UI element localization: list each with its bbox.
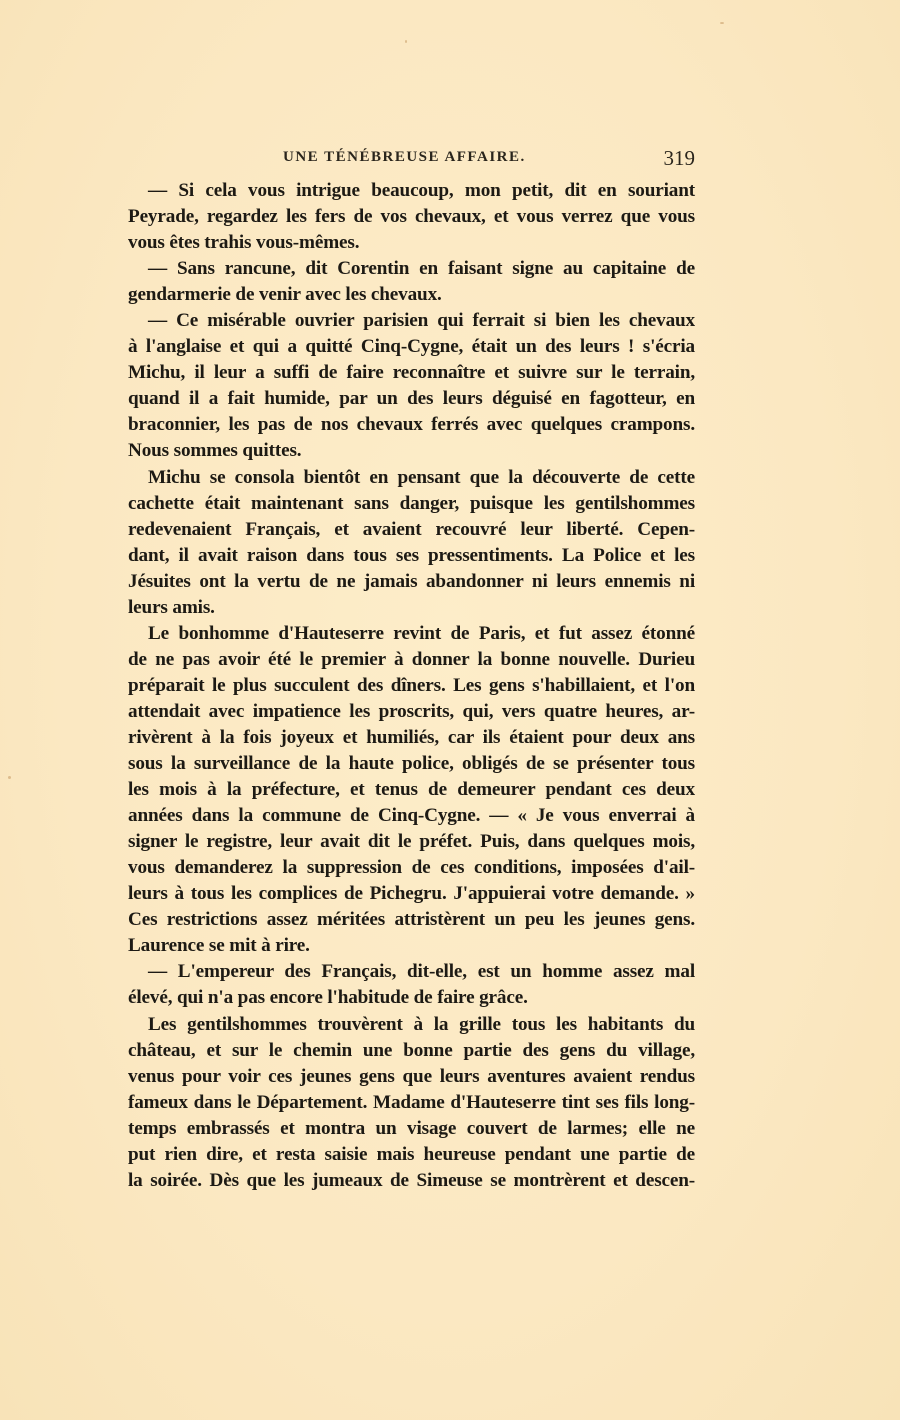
text-line: put rien dire, et resta saisie mais heureuse pendant une partie de (128, 1143, 695, 1165)
text-line: braconnier, les pas de nos chevaux ferrés avec quelques crampons. (128, 414, 695, 436)
page-number: 319 (663, 146, 695, 170)
text-line: leurs amis. (128, 596, 215, 618)
text-line: Le bonhomme d'Hauteserre revint de Paris, et fut assez étonné (148, 622, 695, 644)
text-line: — L'empereur des Français, dit-elle, est un homme assez mal (148, 961, 695, 983)
text-line: années dans la commune de Cinq-Cygne. — « Je vous enverrai à (128, 805, 695, 827)
text-line: Les gentilshommes trouvèrent à la grille tous les habitants du (148, 1013, 695, 1035)
text-line: signer le registre, leur avait dit le préfet. Puis, dans quelques mois, (128, 831, 695, 853)
text-line: fameux dans le Département. Madame d'Hauteserre tint ses fils long- (128, 1091, 695, 1113)
text-line: sous la surveillance de la haute police, obligés de se présenter tous (128, 753, 695, 775)
paper-speck (720, 22, 724, 24)
text-line: préparait le plus succulent des dîners. Les gens s'habillaient, et l'on (128, 674, 695, 696)
text-line: Michu se consola bientôt en pensant que la découverte de cette (148, 466, 695, 488)
text-line: élevé, qui n'a pas encore l'habitude de faire grâce. (128, 987, 528, 1009)
text-line: vous êtes trahis vous-mêmes. (128, 232, 360, 254)
text-line: à l'anglaise et qui a quitté Cinq-Cygne, était un des leurs ! s'écria (128, 336, 695, 358)
text-line: rivèrent à la fois joyeux et humiliés, car ils étaient pour deux ans (128, 726, 695, 748)
text-line: — Sans rancune, dit Corentin en faisant signe au capitaine de (148, 258, 695, 280)
text-line: Nous sommes quittes. (128, 440, 302, 462)
text-line: Michu, il leur a suffi de faire reconnaître et suivre sur le terrain, (128, 362, 695, 384)
text-line: temps embrassés et montra un visage couvert de larmes; elle ne (128, 1117, 695, 1139)
text-line: Jésuites ont la vertu de ne jamais abandonner ni leurs ennemis ni (128, 570, 695, 592)
body-text (128, 178, 695, 1194)
text-line: gendarmerie de venir avec les chevaux. (128, 284, 442, 306)
text-line: cachette était maintenant sans danger, puisque les gentilshommes (128, 492, 695, 514)
text-line: attendait avec impatience les proscrits, qui, vers quatre heures, ar- (128, 700, 695, 722)
text-line: venus pour voir ces jeunes gens que leurs aventures avaient rendus (128, 1065, 695, 1087)
text-line: Peyrade, regardez les fers de vos chevaux, et vous verrez que vous (128, 206, 695, 228)
text-line: la soirée. Dès que les jumeaux de Simeuse se montrèrent et descen- (128, 1169, 695, 1191)
running-title: UNE TÉNÉBREUSE AFFAIRE. (283, 149, 526, 165)
text-line: Laurence se mit à rire. (128, 935, 310, 957)
paper-speck (405, 40, 407, 43)
text-line: Ces restrictions assez méritées attristèrent un peu les jeunes gens. (128, 909, 695, 931)
text-line: château, et sur le chemin une bonne partie des gens du village, (128, 1039, 695, 1061)
text-line: — Ce misérable ouvrier parisien qui ferrait si bien les chevaux (148, 310, 695, 332)
paper-speck (8, 776, 11, 779)
text-line: vous demanderez la suppression de ces conditions, imposées d'ail- (128, 857, 695, 879)
text-line: quand il a fait humide, par un des leurs déguisé en fagotteur, en (128, 388, 695, 410)
running-header (128, 146, 695, 172)
text-line: les mois à la préfecture, et tenus de demeurer pendant ces deux (128, 779, 695, 801)
text-line: leurs à tous les complices de Pichegru. J'appuierai votre demande. » (128, 883, 695, 905)
text-line: de ne pas avoir été le premier à donner la bonne nouvelle. Durieu (128, 648, 695, 670)
text-line: dant, il avait raison dans tous ses pressentiments. La Police et les (128, 544, 695, 566)
text-line: — Si cela vous intrigue beaucoup, mon petit, dit en souriant (148, 180, 695, 201)
text-line: redevenaient Français, et avaient recouvré leur liberté. Cepen- (128, 518, 695, 540)
